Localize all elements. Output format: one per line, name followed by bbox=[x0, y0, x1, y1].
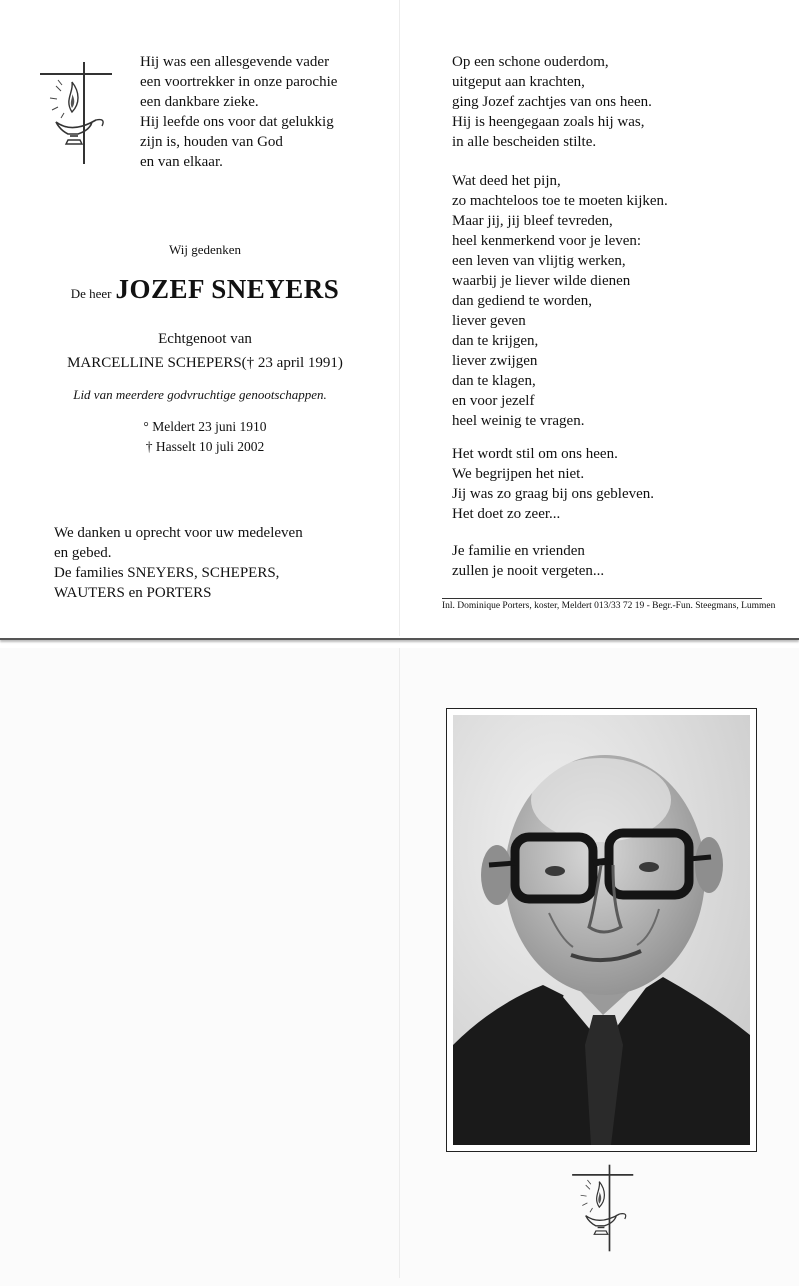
spouse-name: MARCELLINE SCHEPERS(† 23 april 1991) bbox=[67, 355, 343, 371]
poem-line: uitgeput aan krachten, bbox=[452, 74, 585, 90]
printer-credit: Inl. Dominique Porters, koster, Meldert 013/33 72 19 - Begr.-Fun. Steegmans, Lummen bbox=[442, 598, 762, 611]
poem-line: ging Jozef zachtjes van ons heen. bbox=[452, 94, 652, 110]
poem-line: Hij is heengegaan zoals hij was, bbox=[452, 114, 645, 130]
verse-line: een voortrekker in onze parochie bbox=[140, 74, 338, 90]
poem-line: een leven van vlijtig werken, bbox=[452, 253, 626, 269]
verse-line: zijn is, houden van God bbox=[140, 134, 283, 150]
poem-line: zo machteloos toe te moeten kijken. bbox=[452, 193, 668, 209]
poem-line: dan gediend te worden, bbox=[452, 293, 592, 309]
poem-stanza-1 bbox=[452, 52, 652, 152]
card-fold-line bbox=[399, 648, 400, 1278]
membership-note: Lid van meerdere godvruchtige genootschappen. bbox=[73, 387, 327, 402]
opening-verse bbox=[140, 52, 337, 172]
poem-line: Op een schone ouderdom, bbox=[452, 54, 609, 70]
poem-line: liever geven bbox=[452, 313, 526, 329]
thanks-line: WAUTERS en PORTERS bbox=[54, 585, 212, 601]
thanks-line: De families SNEYERS, SCHEPERS, bbox=[54, 565, 280, 581]
poem-line: Je familie en vrienden bbox=[452, 543, 585, 559]
poem-line: waarbij je liever wilde dienen bbox=[452, 273, 631, 289]
cross-with-oil-lamp-icon bbox=[556, 1163, 646, 1253]
thanks-note bbox=[54, 523, 303, 603]
poem-line: en voor jezelf bbox=[452, 393, 535, 409]
poem-line: heel kenmerkend voor je leven: bbox=[452, 233, 642, 249]
thanks-line: en gebed. bbox=[54, 545, 112, 561]
verse-line: Hij leefde ons voor dat gelukkig bbox=[140, 114, 334, 130]
verse-line: een dankbare zieke. bbox=[140, 94, 259, 110]
poem-line: Het doet zo zeer... bbox=[452, 506, 561, 522]
cross-with-oil-lamp-icon bbox=[34, 60, 114, 166]
portrait-illustration bbox=[453, 715, 750, 1145]
poem-stanza-3 bbox=[452, 444, 654, 524]
poem-line: in alle bescheiden stilte. bbox=[452, 134, 597, 150]
poem-line: liever zwijgen bbox=[452, 353, 538, 369]
poem-line: Maar jij, jij bleef tevreden, bbox=[452, 213, 613, 229]
spouse-intro: Echtgenoot van bbox=[158, 331, 252, 347]
deceased-name-block bbox=[0, 274, 410, 305]
card-fold-line bbox=[399, 0, 400, 636]
poem-line: We begrijpen het niet. bbox=[452, 466, 585, 482]
poem-stanza-4 bbox=[452, 541, 604, 581]
portrait-photo-frame bbox=[446, 708, 757, 1152]
verse-line: en van elkaar. bbox=[140, 154, 223, 170]
verse-line: Hij was een allesgevende vader bbox=[140, 54, 330, 70]
poem-line: dan te krijgen, bbox=[452, 333, 539, 349]
poem-line: zullen je nooit vergeten... bbox=[452, 563, 605, 579]
thanks-line: We danken u oprecht voor uw medeleven bbox=[54, 525, 303, 541]
poem-line: dan te klagen, bbox=[452, 373, 536, 389]
remembrance-heading: Wij gedenken bbox=[168, 242, 242, 257]
portrait-photo bbox=[453, 715, 750, 1145]
poem-stanza-2 bbox=[452, 171, 668, 431]
death-date: † Hasselt 10 juli 2002 bbox=[145, 439, 265, 454]
poem-line: Het wordt stil om ons heen. bbox=[452, 446, 618, 462]
poem-line: Wat deed het pijn, bbox=[452, 173, 561, 189]
birth-date: ° Meldert 23 juni 1910 bbox=[143, 419, 267, 434]
poem-line: heel weinig te vragen. bbox=[452, 413, 585, 429]
poem-line: Jij was zo graag bij ons gebleven. bbox=[452, 486, 655, 502]
title-prefix: De heer bbox=[70, 286, 112, 301]
deceased-name: JOZEF SNEYERS bbox=[115, 274, 340, 304]
